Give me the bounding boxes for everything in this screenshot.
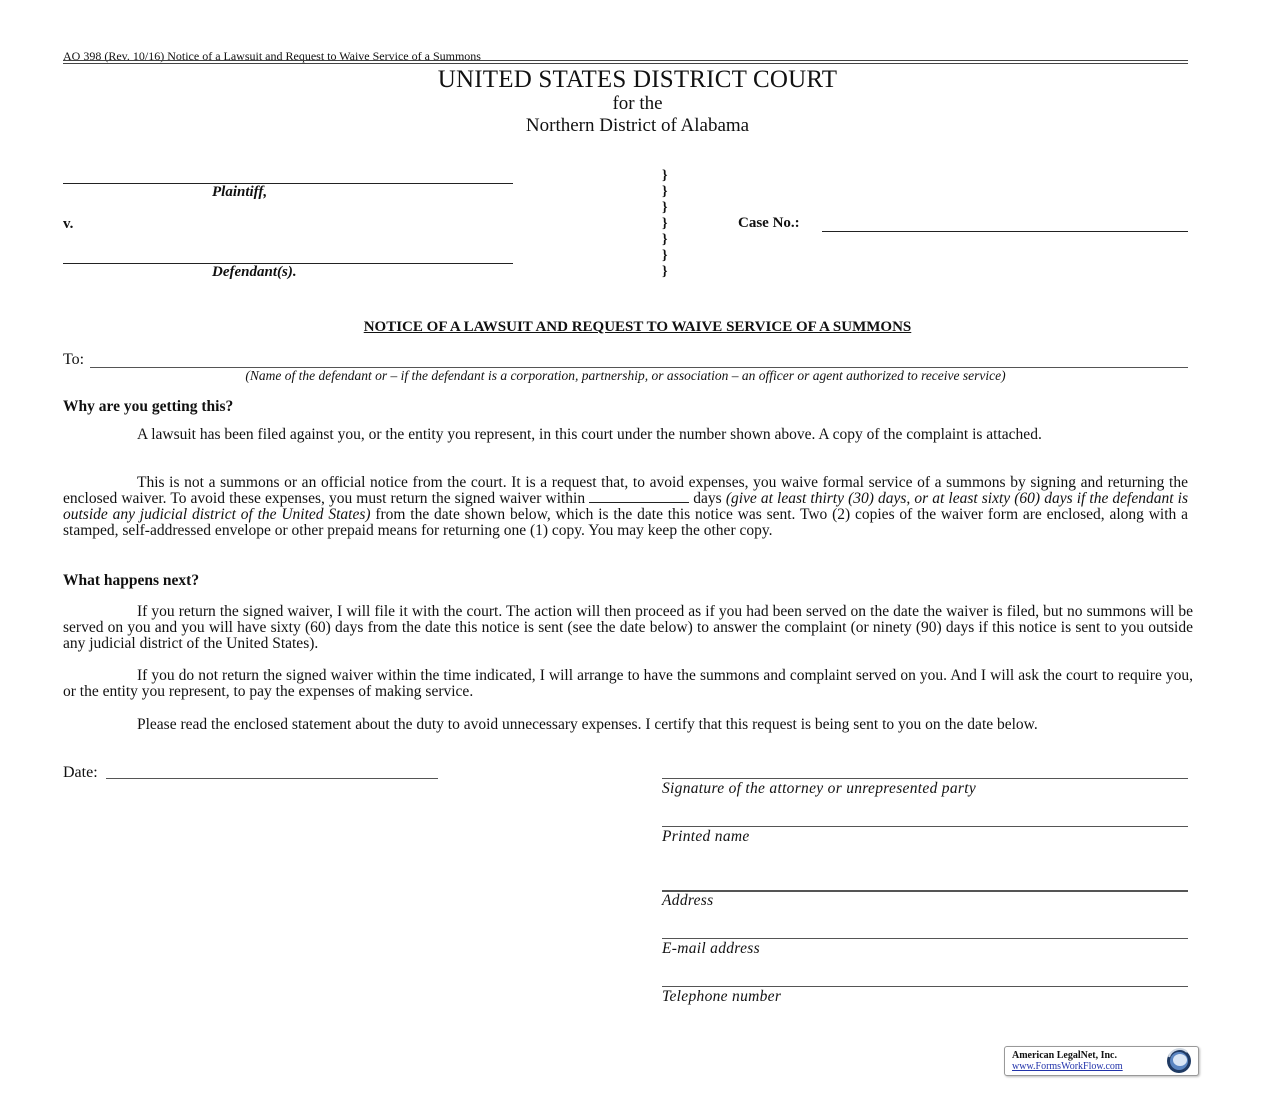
next-paragraph-3: Please read the enclosed statement about the duty to avoid unnecessary expenses. I certify that this request is being sent to you on the date below.: [137, 716, 1038, 733]
for-the-text: for the: [612, 93, 663, 114]
american-legalnet-badge[interactable]: [1004, 1046, 1199, 1076]
caption-brace: }: [662, 200, 668, 215]
caption-brace: }: [662, 216, 668, 231]
badge-url-link[interactable]: www.FormsWorkFlow.com: [1012, 1061, 1123, 1072]
next-paragraph-2: If you do not return the signed waiver within the time indicated, I will arrange to have the summons and complaint served on you. And I will ask the court to require you, or the entity you represent, to pay the expenses of making service.: [63, 667, 1193, 700]
case-number-label: Case No.:: [738, 215, 800, 231]
why-paragraph-2: [63, 475, 1188, 539]
printed-name-field[interactable]: [662, 826, 1188, 827]
why-paragraph-2-italic: (give at least thirty (30) days, or at least sixty (60) days if the defendant is outside any judicial district of the United States): [63, 490, 1188, 523]
email-field[interactable]: [662, 938, 1188, 939]
signature-label: Signature of the attorney or unrepresented party: [662, 780, 977, 797]
email-label: E-mail address: [662, 940, 760, 957]
caption-brace: }: [662, 248, 668, 263]
badge-company-name: American LegalNet, Inc.: [1012, 1050, 1117, 1061]
date-label: Date:: [63, 764, 98, 781]
caption-brace: }: [662, 264, 668, 279]
address-label: Address: [662, 892, 714, 909]
to-label: To:: [63, 351, 85, 368]
next-heading: What happens next?: [63, 572, 200, 589]
caption-brace: }: [662, 168, 668, 183]
form-identifier: AO 398 (Rev. 10/16) Notice of a Lawsuit and Request to Waive Service of a Summons: [63, 49, 481, 63]
why-paragraph-1: A lawsuit has been filed against you, or the entity you represent, in this court under the number shown above. A copy of the complaint is attached.: [137, 426, 1042, 443]
caption-brace: }: [662, 232, 668, 247]
to-recipient-hint: (Name of the defendant or – if the defendant is a corporation, partnership, or association – an officer or agent authorized to receive service): [245, 368, 1006, 383]
versus-label: v.: [63, 216, 74, 232]
waiver-days-field[interactable]: [589, 491, 689, 503]
why-paragraph-2-part-a: This is not a summons or an official notice from the court. It is a request that, to avoid expenses, you waive formal service of a summons by signing and returning the enclosed waiver. To avoid these expenses, you must return the signed waiver within: [63, 474, 1188, 507]
notice-title: NOTICE OF A LAWSUIT AND REQUEST TO WAIVE SERVICE OF A SUMMONS: [363, 319, 912, 335]
why-paragraph-2-part-b: days: [689, 490, 726, 507]
plaintiff-label: Plaintiff,: [212, 184, 268, 200]
signature-field[interactable]: [662, 778, 1188, 779]
globe-logo-icon: [1165, 1048, 1193, 1074]
caption-brace: }: [662, 184, 668, 199]
why-heading: Why are you getting this?: [63, 398, 234, 415]
defendant-label: Defendant(s).: [212, 264, 297, 280]
date-field[interactable]: [106, 778, 438, 779]
next-paragraph-1: If you return the signed waiver, I will file it with the court. The action will then proceed as if you had been served on the date the waiver is filed, but no summons will be served on you and you will have sixty (60) days from the date this notice is sent (see the date below) to answer the complaint (or ninety (90) days if this notice is sent to you outside any judicial district of the United States).: [63, 603, 1193, 652]
case-number-field[interactable]: [822, 231, 1188, 232]
address-field[interactable]: [662, 890, 1188, 892]
header-double-rule: [63, 60, 1188, 64]
telephone-label: Telephone number: [662, 988, 782, 1005]
telephone-field[interactable]: [662, 986, 1188, 987]
printed-name-label: Printed name: [662, 828, 750, 845]
plaintiff-field[interactable]: [63, 183, 513, 184]
why-paragraph-2-part-c: from the date shown below, which is the date this notice was sent. Two (2) copies of the waiver form are enclosed, along with a stamped, self-addressed envelope or other prepaid means for returning one (1) copy. You may keep the other copy.: [63, 506, 1188, 539]
district-name: Northern District of Alabama: [525, 115, 750, 136]
court-name: UNITED STATES DISTRICT COURT: [437, 66, 838, 93]
